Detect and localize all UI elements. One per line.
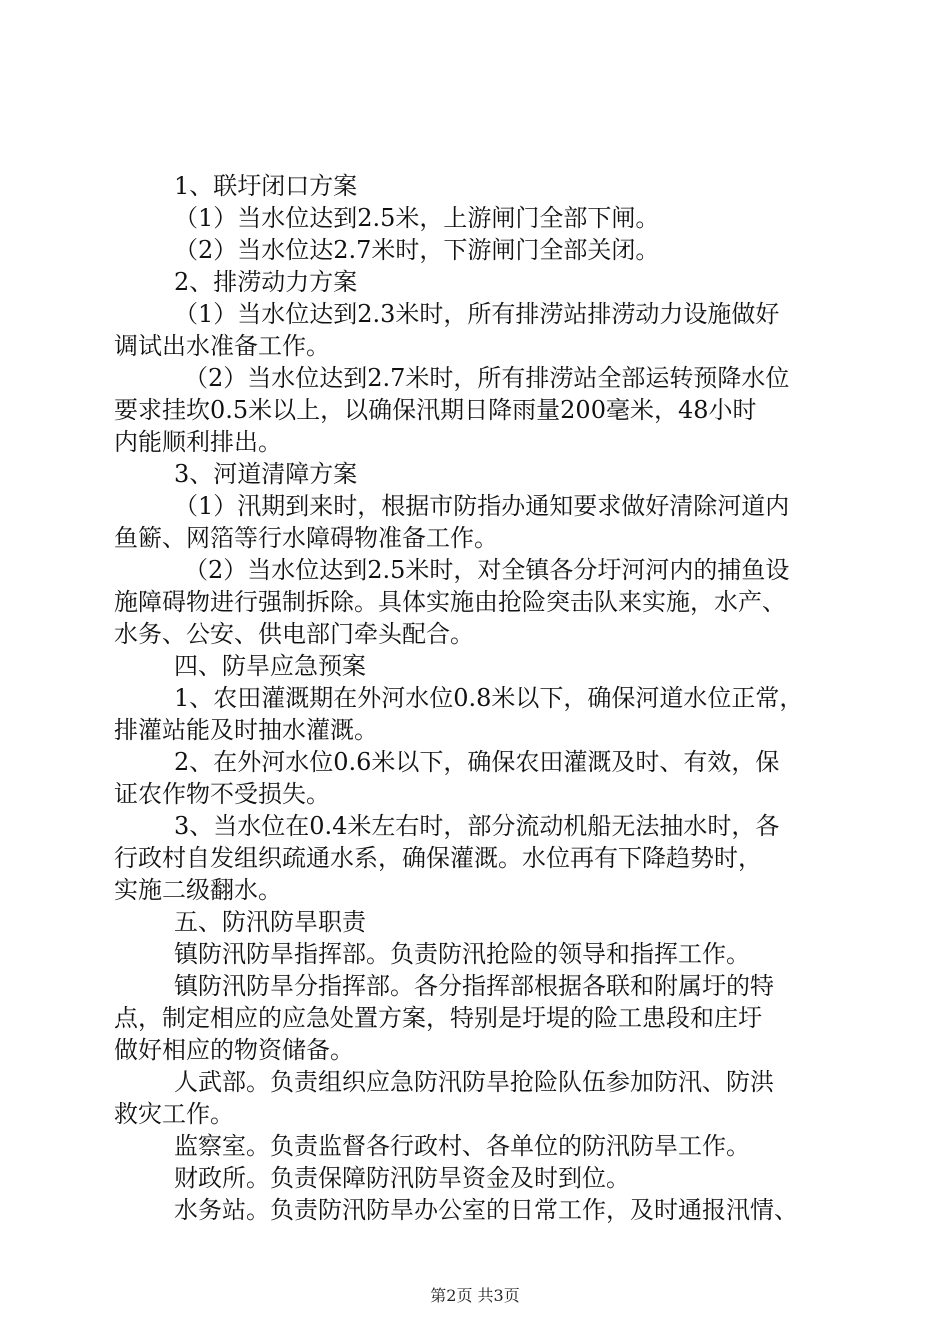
paragraph-line: 人武部。负责组织应急防汛防旱抢险队伍参加防汛、防洪: [174, 1068, 774, 1096]
paragraph-line: 水务、公安、供电部门牵头配合。: [114, 620, 474, 648]
paragraph-line: （2）当水位达2.7米时，下游闸门全部关闭。: [174, 236, 660, 264]
paragraph-line: 排灌站能及时抽水灌溉。: [114, 716, 378, 744]
paragraph-line: （1）汛期到来时，根据市防指办通知要求做好清除河道内: [174, 492, 790, 520]
paragraph-line: 五、防汛防旱职责: [174, 908, 366, 936]
paragraph-line: 实施二级翻水。: [114, 876, 282, 904]
paragraph-line: 做好相应的物资储备。: [114, 1036, 354, 1064]
paragraph-line: 监察室。负责监督各行政村、各单位的防汛防旱工作。: [174, 1132, 750, 1160]
paragraph-line: 财政所。负责保障防汛防旱资金及时到位。: [174, 1164, 630, 1192]
paragraph-line: 调试出水准备工作。: [114, 332, 330, 360]
paragraph-line: 行政村自发组织疏通水系，确保灌溉。水位再有下降趋势时，: [114, 844, 762, 872]
paragraph-line: （1）当水位达到2.5米，上游闸门全部下闸。: [174, 204, 660, 232]
paragraph-line: （2）当水位达到2.7米时，所有排涝站全部运转预降水位: [184, 364, 790, 392]
document-body: [114, 170, 854, 1226]
paragraph-line: 四、防旱应急预案: [174, 652, 366, 680]
paragraph-line: 2、在外河水位0.6米以下，确保农田灌溉及时、有效，保: [174, 748, 780, 776]
page-footer: 第2页 共3页: [430, 1286, 520, 1305]
paragraph-line: 点，制定相应的应急处置方案，特别是圩堤的险工患段和庄圩: [114, 1004, 762, 1032]
paragraph-line: 3、当水位在0.4米左右时，部分流动机船无法抽水时，各: [174, 812, 780, 840]
paragraph-line: （2）当水位达到2.5米时，对全镇各分圩河河内的捕鱼设: [184, 556, 790, 584]
paragraph-line: 内能顺利排出。: [114, 428, 282, 456]
paragraph-line: 3、河道清障方案: [174, 460, 358, 488]
paragraph-line: 水务站。负责防汛防旱办公室的日常工作，及时通报汛情、: [174, 1196, 798, 1224]
paragraph-line: 镇防汛防旱指挥部。负责防汛抢险的领导和指挥工作。: [174, 940, 750, 968]
paragraph-line: 救灾工作。: [114, 1100, 234, 1128]
paragraph-line: 1、联圩闭口方案: [174, 172, 358, 200]
paragraph-line: 1、农田灌溉期在外河水位0.8米以下，确保河道水位正常，: [174, 684, 804, 712]
paragraph-line: 要求挂坎0.5米以上，以确保汛期日降雨量200毫米，48小时: [114, 396, 757, 424]
paragraph-line: 证农作物不受损失。: [114, 780, 330, 808]
paragraph-line: 镇防汛防旱分指挥部。各分指挥部根据各联和附属圩的特: [174, 972, 774, 1000]
paragraph-line: 鱼簖、网箔等行水障碍物准备工作。: [114, 524, 498, 552]
paragraph-line: （1）当水位达到2.3米时，所有排涝站排涝动力设施做好: [174, 300, 780, 328]
paragraph-line: 2、排涝动力方案: [174, 268, 358, 296]
paragraph-line: 施障碍物进行强制拆除。具体实施由抢险突击队来实施，水产、: [114, 588, 786, 616]
